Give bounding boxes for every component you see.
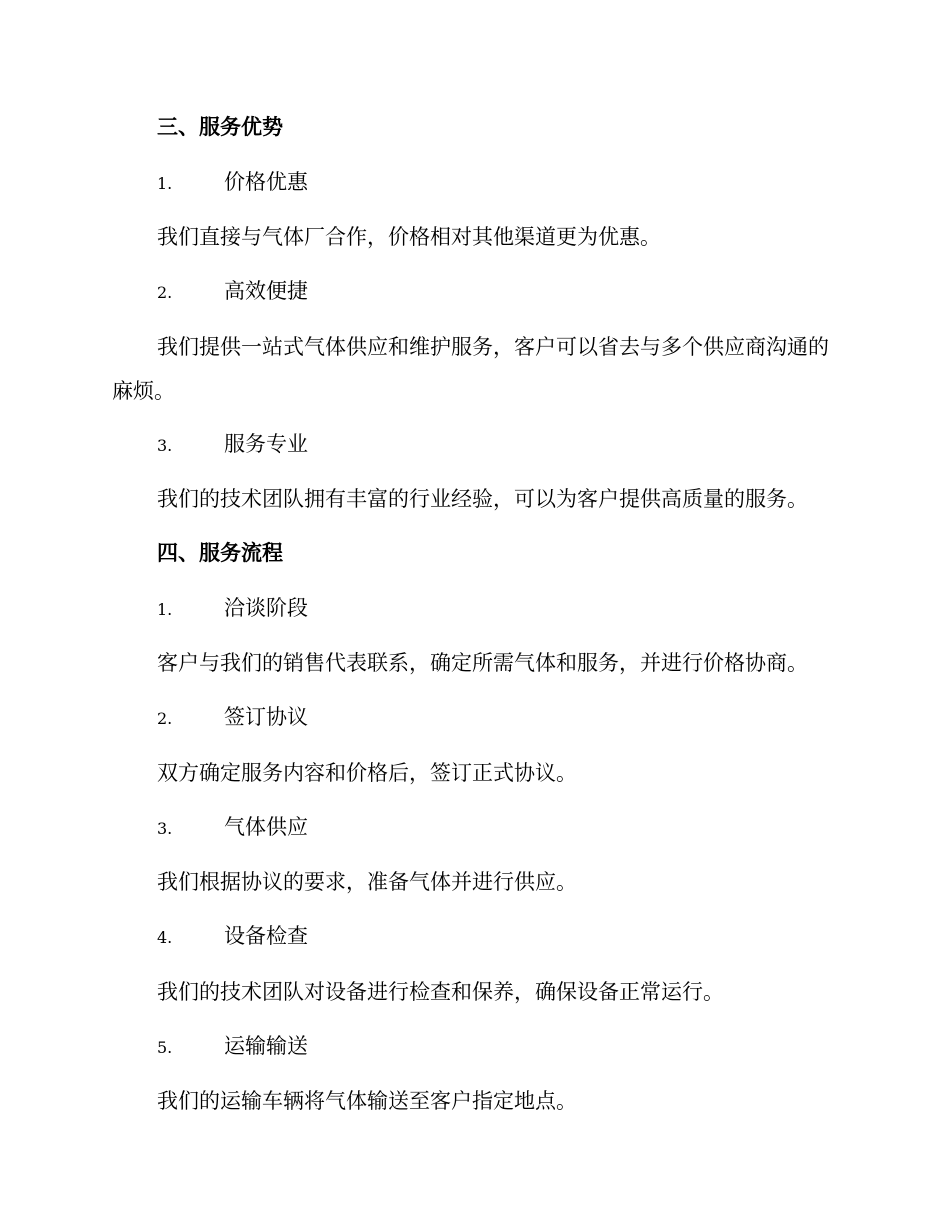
section-heading-service-process: 四、服务流程 — [157, 540, 283, 565]
list-item-heading — [157, 276, 308, 308]
list-item-heading — [157, 812, 308, 844]
item-paragraph: 我们根据协议的要求，准备气体并进行供应。 — [157, 870, 577, 894]
item-number: 5. — [157, 1038, 173, 1057]
list-item-heading — [157, 429, 308, 461]
item-paragraph: 我们直接与气体厂合作，价格相对其他渠道更为优惠。 — [157, 225, 661, 249]
item-title: 签订协议 — [224, 705, 308, 729]
item-paragraph: 客户与我们的销售代表联系，确定所需气体和服务，并进行价格协商。 — [157, 651, 808, 675]
item-number: 3. — [157, 819, 173, 838]
item-paragraph: 我们的技术团队拥有丰富的行业经验，可以为客户提供高质量的服务。 — [157, 487, 808, 511]
item-title: 洽谈阶段 — [224, 596, 308, 620]
item-title: 设备检查 — [224, 924, 308, 948]
item-title: 价格优惠 — [224, 170, 308, 194]
list-item-heading — [157, 593, 308, 625]
item-number: 2. — [157, 283, 173, 302]
item-title: 运输输送 — [224, 1034, 308, 1058]
item-number: 1. — [157, 174, 173, 193]
section-heading-service-advantages: 三、服务优势 — [157, 114, 283, 139]
item-number: 3. — [157, 436, 173, 455]
item-paragraph: 双方确定服务内容和价格后，签订正式协议。 — [157, 761, 577, 785]
list-item-heading — [157, 1031, 308, 1063]
item-title: 高效便捷 — [224, 279, 308, 303]
item-title: 服务专业 — [224, 432, 308, 456]
item-paragraph: 我们提供一站式气体供应和维护服务，客户可以省去与多个供应商沟通的麻烦。 — [112, 335, 829, 403]
list-item-heading — [157, 702, 308, 734]
list-item-heading — [157, 167, 308, 199]
item-title: 气体供应 — [224, 815, 308, 839]
item-number: 4. — [157, 928, 173, 947]
item-paragraph: 我们的运输车辆将气体输送至客户指定地点。 — [157, 1089, 577, 1113]
item-number: 1. — [157, 600, 173, 619]
item-paragraph: 我们的技术团队对设备进行检查和保养，确保设备正常运行。 — [157, 980, 724, 1004]
list-item-heading — [157, 921, 308, 953]
item-number: 2. — [157, 709, 173, 728]
